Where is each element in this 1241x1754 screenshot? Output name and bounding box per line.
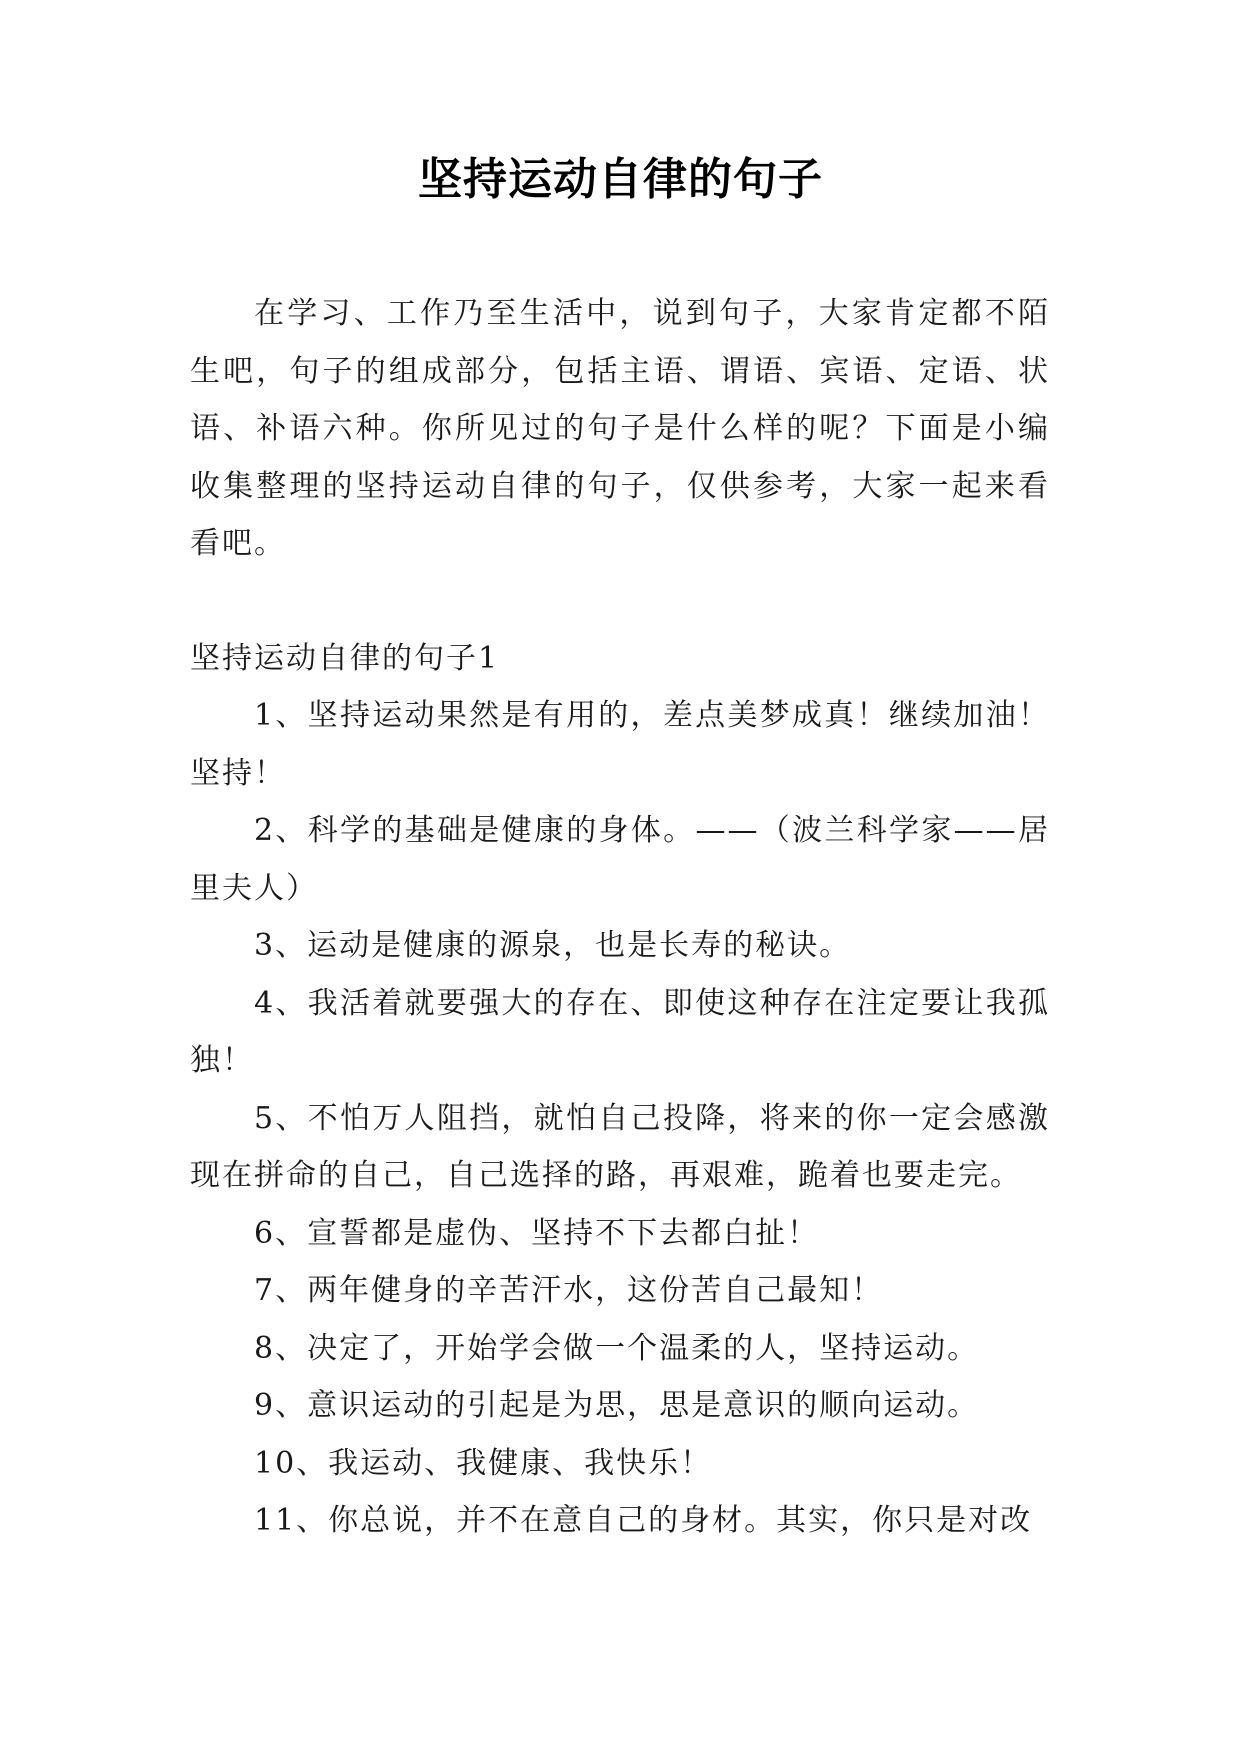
intro-paragraph: 在学习、工作乃至生活中，说到句子，大家肯定都不陌生吧，句子的组成部分，包括主语、谓语、宾语、定语、状语、补语六种。你所见过的句子是什么样的呢？下面是小编收集整理的坚持运动自律的句子，仅供参考，大家一起来看看吧。 [190,296,1050,561]
list-item: 9、意识运动的引起是为思，思是意识的顺向运动。 [254,1388,980,1423]
list-item: 7、两年健身的辛苦汗水，这份苦自己最知！ [254,1273,884,1308]
list-item: 5、不怕万人阻挡，就怕自己投降，将来的你一定会感激现在拼命的自己，自己选择的路，再艰难，跪着也要走完。 [190,1100,1050,1193]
list-item: 3、运动是健康的源泉，也是长寿的秘诀。 [254,928,852,963]
list-item: 10、我运动、我健康、我快乐！ [254,1445,713,1481]
list-item: 11、你总说，并不在意自己的身材。其实，你只是对改 [254,1503,1033,1538]
list-item: 1、坚持运动果然是有用的，差点美梦成真！继续加油！坚持！ [190,698,1050,791]
list-item: 4、我活着就要强大的存在、即使这种存在注定要让我孤独！ [190,985,1050,1078]
section-heading: 坚持运动自律的句子1 [190,640,500,676]
document-title: 坚持运动自律的句子 [418,154,823,205]
list-item: 6、宣誓都是虚伪、坚持不下去都白扯！ [254,1215,820,1251]
list-item: 8、决定了，开始学会做一个温柔的人，坚持运动。 [254,1330,980,1366]
document-body [190,285,1050,1550]
list-item: 2、科学的基础是健康的身体。——（波兰科学家——居里夫人） [190,813,1050,906]
